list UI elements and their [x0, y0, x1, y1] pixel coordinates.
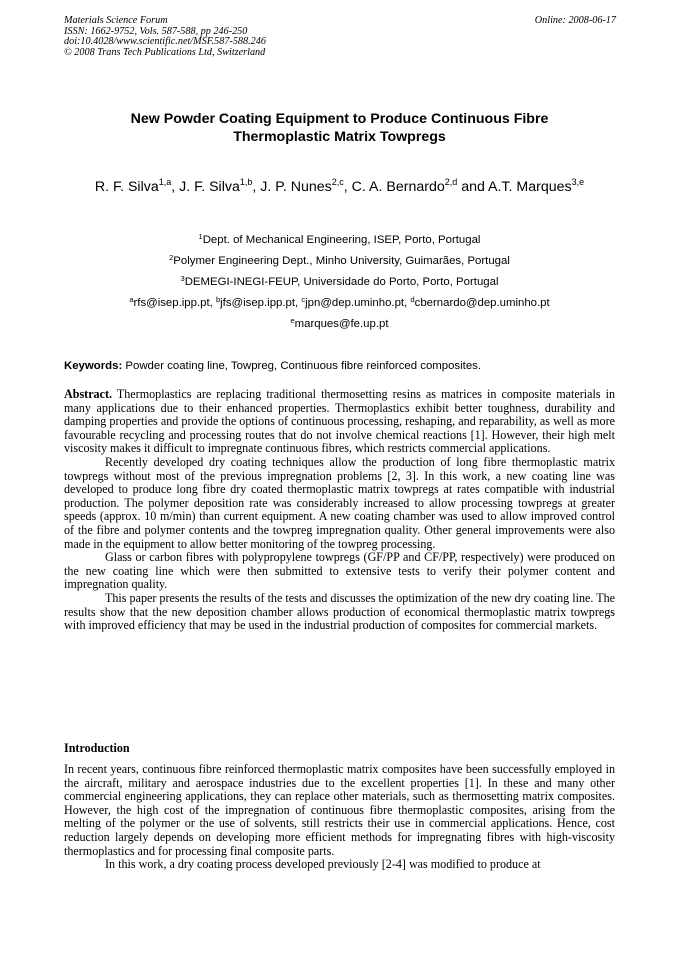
- author-name: J. F. Silva: [179, 179, 240, 195]
- email[interactable]: jfs@isep.ipp.pt: [220, 297, 296, 309]
- keywords-text: Powder coating line, Towpreg, Continuous fibre reinforced composites.: [122, 360, 482, 372]
- email[interactable]: cbernardo@dep.uminho.pt: [414, 297, 550, 309]
- issn-line: ISSN: 1662-9752, Vols. 587-588, pp 246-250: [64, 25, 248, 37]
- abstract-paragraph: [64, 388, 615, 456]
- title-line-2: Thermoplastic Matrix Towpregs: [233, 129, 446, 145]
- title-line-1: New Powder Coating Equipment to Produce Continuous Fibre: [130, 111, 549, 127]
- author-sup: 3,e: [571, 177, 585, 187]
- affiliation: [64, 251, 615, 272]
- journal-header: [64, 16, 266, 58]
- email-sup: e: [290, 316, 295, 325]
- author-name: J. P. Nunes: [260, 179, 332, 195]
- affiliation-sup: 1: [198, 232, 203, 241]
- email-sup: a: [129, 295, 134, 304]
- author-separator: ,: [171, 179, 180, 195]
- affiliation-sup: 2: [169, 253, 174, 262]
- keywords: [64, 359, 615, 373]
- author-name: C. A. Bernardo: [351, 179, 445, 195]
- section-heading-introduction: Introduction: [64, 741, 130, 755]
- email[interactable]: rfs@isep.ipp.pt: [133, 297, 210, 309]
- author-name: R. F. Silva: [94, 179, 159, 195]
- keywords-label: Keywords:: [64, 360, 123, 372]
- copyright-line: © 2008 Trans Tech Publications Ltd, Switzerland: [64, 46, 266, 58]
- intro-paragraph: In this work, a dry coating process developed previously [2-4] was modified to produce at: [105, 857, 541, 872]
- affiliation-text: DEMEGI-INEGI-FEUP, Universidade do Porto, Porto, Portugal: [184, 276, 499, 288]
- abstract-paragraph: Recently developed dry coating techniques allow the production of long fibre thermoplastic matrix towpregs without most of the previous impregnation problems [2, 3]. In this work, a new coating line was developed to produce long fibre dry coated thermoplastic matrix towpregs at rates compatible with industrial production. The polymer deposition rate was considerably increased to allow processing towpregs at greater speeds (approx. 10 m/min) than current equipment. A new coating chamber was used to allow improved control of the fibre and polymer contents and the towpreg impregnation quality. Other general improvements were also made in the equipment to allow better monitoring of the towpreg processing.: [64, 454, 615, 551]
- email-sup: b: [215, 295, 221, 304]
- affiliation-text: Dept. of Mechanical Engineering, ISEP, Porto, Portugal: [202, 234, 481, 246]
- affiliation: [64, 272, 615, 293]
- email-sup: d: [410, 295, 415, 304]
- author-sup: 2,d: [444, 177, 458, 187]
- author-name: A.T. Marques: [488, 179, 572, 195]
- author-sup: 1,a: [158, 177, 172, 187]
- doi-line: doi:10.4028/www.scientific.net/MSF.587-588.246: [64, 36, 266, 48]
- affiliation: [64, 230, 615, 251]
- author-list: [64, 174, 615, 201]
- abstract-paragraph: This paper presents the results of the tests and discusses the optimization of the new dry coating line. The results show that the new deposition chamber allows production of economical thermoplastic matrix towpregs with improved efficiency that may be used in the industrial production of composites for commercial markets.: [64, 590, 615, 633]
- author-and: and: [457, 179, 489, 195]
- email-list: $^a$rfs@isep.ipp.pt, $^b$jfs@isep.ipp.pt, $^c$jpn@dep.uminho.pt, $^d$cbernardo@dep.uminho.pt: [129, 295, 550, 309]
- author-sup: 2,c: [331, 177, 344, 187]
- abstract-paragraph: Glass or carbon fibres with polypropylene towpregs (GF/PP and CF/PP, respectively) were produced on the new coating line which were then submitted to extensive tests to verify their polymer content and impregnation quality.: [64, 550, 615, 592]
- author-sup: 1,b: [239, 177, 253, 187]
- email-list-2: [64, 314, 615, 335]
- abstract: [64, 388, 615, 633]
- introduction: [64, 763, 615, 872]
- paper-title: [64, 110, 615, 146]
- email[interactable]: jpn@dep.uminho.pt: [305, 297, 405, 309]
- email-sup: c: [301, 295, 306, 304]
- journal-name: Materials Science Forum: [64, 15, 168, 26]
- intro-paragraph: In recent years, continuous fibre reinforced thermoplastic matrix composites have been successfully employed in the aircraft, military and aerospace industries due to the excellent properties [1]. In these and many other commercial engineering applications, they can replace other materials, such as thermosetting matrix composites. However, the high cost of the impregnation of continuous fibre thermoplastic composites, arising from the melting of the polymer or the use of solvents, still restricts their use in commercial applications. Hence, cost reduction largely depends on developing more efficient methods for impregnating fibres with high-viscosity thermoplastics and for processing final composite parts.: [64, 762, 615, 858]
- affiliation-text: Polymer Engineering Dept., Minho University, Guimarães, Portugal: [173, 255, 510, 267]
- online-date: Online: 2008-06-17: [534, 15, 616, 26]
- abstract-text: Thermoplastics are replacing traditional thermosetting resins as matrices in composite materials in many applications due to their enhanced properties. Thermoplastics exhibit better toughness, durability and damping properties and provide the options of continuous processing, reshaping, and reparability, as well as more favourable recycling and processing routes that do not involve chemical reactions [1]. However, their high melt viscosity makes it difficult to impregnate continuous fibres, which restricts commercial applications.: [64, 387, 615, 456]
- author-separator: ,: [343, 179, 352, 195]
- affiliation-sup: 3: [180, 274, 185, 283]
- email[interactable]: marques@fe.up.pt: [294, 318, 389, 330]
- abstract-label: Abstract.: [64, 387, 113, 401]
- author-separator: ,: [252, 179, 261, 195]
- affiliations: [64, 230, 615, 335]
